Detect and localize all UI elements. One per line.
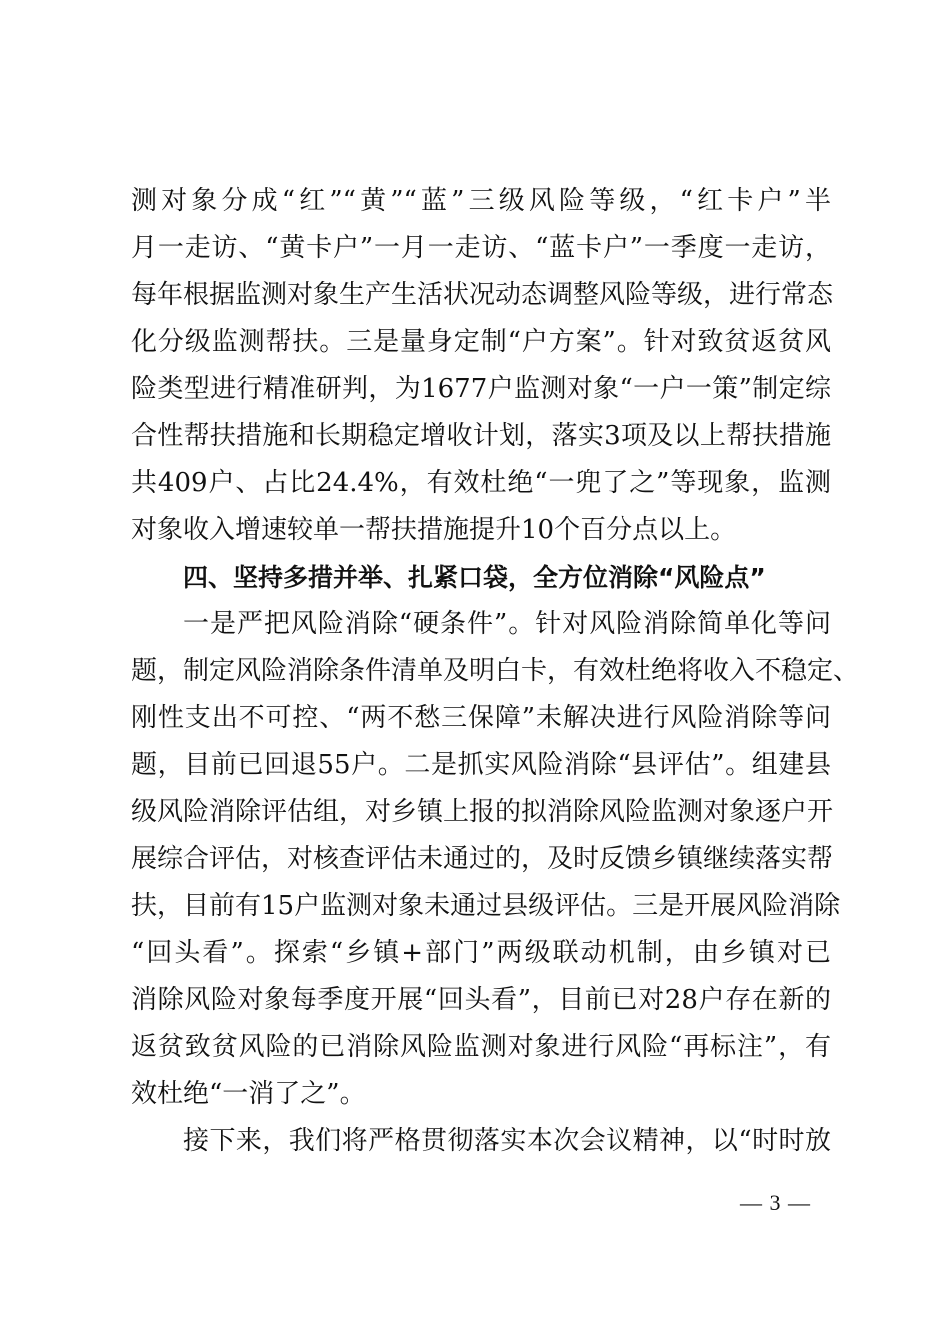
paragraph-line: 刚性支出不可控、“两不愁三保障”未解决进行风险消除等问: [131, 703, 831, 733]
paragraph-line: 级风险消除评估组，对乡镇上报的拟消除风险监测对象逐户开: [131, 797, 834, 827]
document-body: [131, 178, 860, 1165]
paragraph-line: 测对象分成“红”“黄”“蓝”三级风险等级，“红卡户”半: [131, 186, 831, 216]
paragraph-line: 一是严把风险消除“硬条件”。针对风险消除简单化等问: [183, 609, 831, 639]
section-heading: 四、坚持多措并举、扎紧口袋，全方位消除“风险点”: [183, 563, 766, 592]
paragraph-line: 每年根据监测对象生产生活状况动态调整风险等级，进行常态: [131, 280, 834, 310]
paragraph-line: 题，制定风险消除条件清单及明白卡，有效杜绝将收入不稳定、: [131, 656, 860, 686]
paragraph-line: 合性帮扶措施和长期稳定增收计划，落实3项及以上帮扶措施: [131, 421, 831, 451]
paragraph-line: 题，目前已回退55户。二是抓实风险消除“县评估”。组建县: [131, 750, 831, 780]
paragraph-line: 扶，目前有15户监测对象未通过县级评估。三是开展风险消除: [131, 891, 841, 921]
paragraph-line: 返贫致贫风险的已消除风险监测对象进行风险“再标注”，有: [131, 1032, 831, 1062]
paragraph-line: 对象收入增速较单一帮扶措施提升10个百分点以上。: [131, 515, 737, 545]
paragraph-line: 效杜绝“一消了之”。: [131, 1079, 366, 1109]
paragraph-line: “回头看”。探索“乡镇+部门”两级联动机制，由乡镇对已: [131, 938, 831, 968]
paragraph-line: 月一走访、“黄卡户”一月一走访、“蓝卡户”一季度一走访，: [131, 233, 831, 263]
page-number: — 3 —: [740, 1190, 811, 1215]
paragraph-line: 共409户、占比24.4%，有效杜绝“一兜了之”等现象，监测: [131, 468, 831, 498]
paragraph-line: 接下来，我们将严格贯彻落实本次会议精神，以“时时放: [183, 1126, 831, 1156]
paragraph-line: 险类型进行精准研判，为1677户监测对象“一户一策”制定综: [131, 374, 831, 404]
paragraph-line: 消除风险对象每季度开展“回头看”，目前已对28户存在新的: [131, 985, 831, 1015]
paragraph-line: 化分级监测帮扶。三是量身定制“户方案”。针对致贫返贫风: [131, 327, 831, 357]
paragraph-line: 展综合评估，对核查评估未通过的，及时反馈乡镇继续落实帮: [131, 844, 834, 874]
